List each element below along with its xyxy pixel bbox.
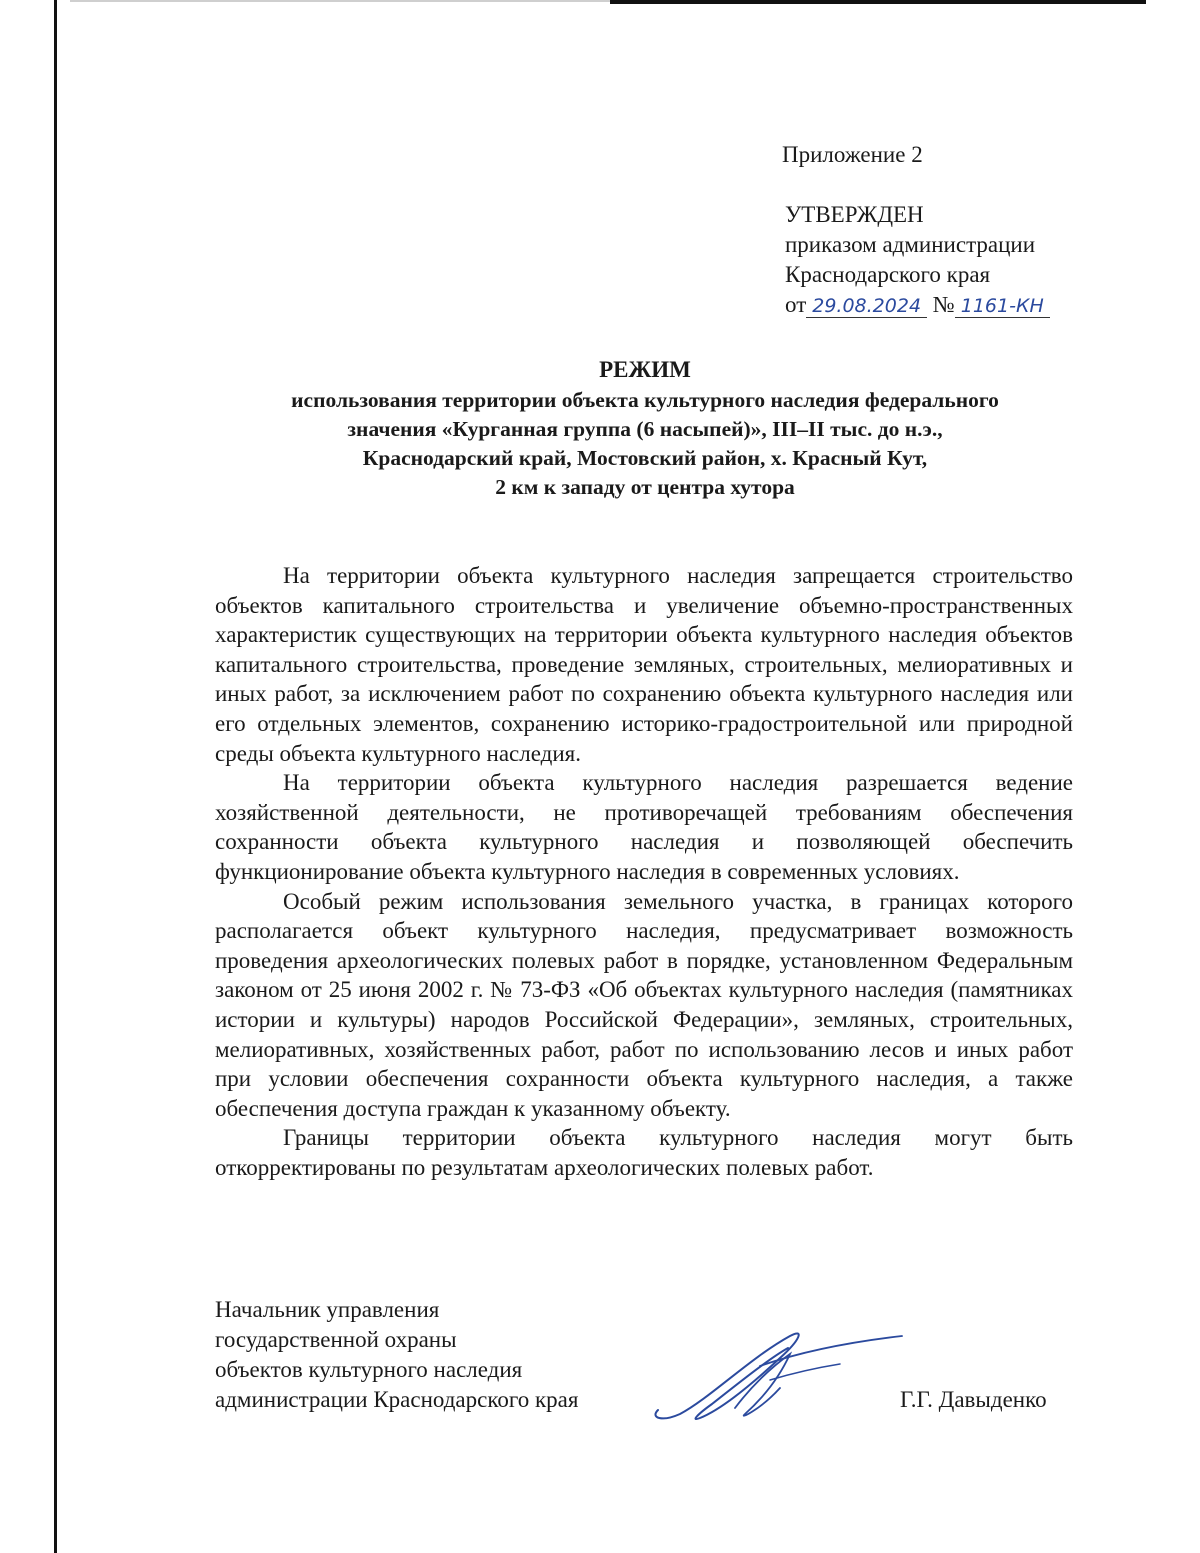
handwritten-signature [640,1318,920,1438]
signatory-line-3: объектов культурного наследия [215,1357,523,1382]
signatory-name: Г.Г. Давыденко [900,1387,1047,1412]
date-prefix: от [785,292,807,317]
approval-block [782,140,1050,320]
signatory-line-4: администрации Краснодарского края [215,1387,579,1412]
handwritten-date: 29.08.2024 [806,295,927,318]
scan-top-edge [610,0,1146,4]
paragraph-1: На территории объекта культурного наследия запрещается строительство объектов капитального строительства и увеличение объемно-пространственных характеристик существующих на территории объекта культурного наследия объектов капитального строительства, проведение земляных, строительных, мелиоративных и иных работ, за исключением работ по сохранению объекта культурного наследия или его отдельных элементов, сохранению историко-градостроительной или природной среды объекта культурного наследия. [215,563,1073,766]
title-line-3: Краснодарский край, Мостовский район, х. Красный Кут, [362,446,928,470]
approval-line-2: Краснодарского края [785,262,991,287]
title-line-2: значения «Курганная группа (6 насыпей)», III–II тыс. до н.э., [347,417,943,441]
title-heading: РЕЖИМ [599,357,691,382]
title-line-1: использования территории объекта культурного наследия федерального [291,388,999,412]
paragraph-2: На территории объекта культурного наследия разрешается ведение хозяйственной деятельности, не противоречащей требованиям обеспечения сохранности объекта культурного наследия и позволяющей обеспечить функционирование объекта культурного наследия в современных условиях. [215,770,1073,884]
signatory-line-1: Начальник управления [215,1297,440,1322]
scan-top-edge-faint [70,0,610,2]
scan-left-edge [54,0,57,1553]
number-prefix: № [932,292,955,317]
approved-label: УТВЕРЖДЕН [785,202,924,227]
paragraph-3: Особый режим использования земельного участка, в границах которого располагается объект культурного наследия, предусматривает возможность проведения археологических полевых работ в порядке, установленном Федеральным законом от 25 июня 2002 г. № 73-ФЗ «Об объектах культурного наследия (памятниках истории и культуры) народов Российской Федерации», земляных, строительных, мелиоративных, хозяйственных работ, работ по использованию лесов и иных работ при условии обеспечения сохранности объекта культурного наследия, а также обеспечения доступа граждан к указанному объекту. [215,888,1073,1121]
document-title [210,355,1080,502]
document-body [215,561,1073,1182]
appendix-label: Приложение 2 [782,142,923,167]
approval-dateline [785,290,1050,320]
signatory-title [215,1295,578,1415]
approval-line-1: приказом администрации [785,232,1036,257]
signatory-line-2: государственной охраны [215,1327,457,1352]
handwritten-number: 1161-КН [955,295,1050,318]
title-line-4: 2 км к западу от центра хутора [495,475,795,499]
paragraph-4: Границы территории объекта культурного наследия могут быть откорректированы по результатам археологических полевых работ. [215,1125,1073,1180]
